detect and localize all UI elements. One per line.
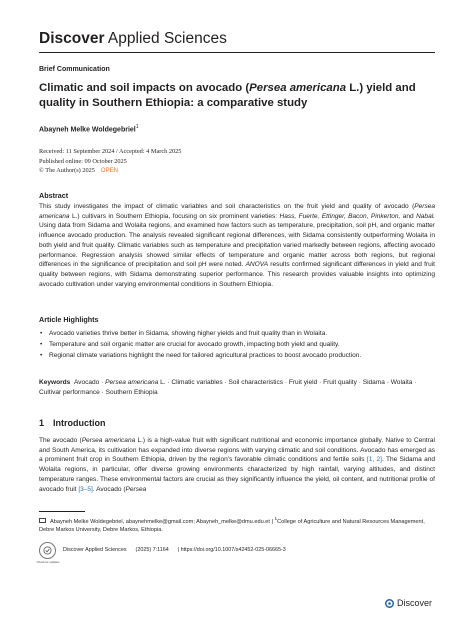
received-accepted-date: Received: 11 September 2024 / Accepted: 4 March 2025 xyxy=(39,148,182,155)
reference-link[interactable]: [3–5] xyxy=(78,485,93,493)
highlights-list xyxy=(39,328,435,361)
bullet-icon: • xyxy=(40,330,43,337)
highlight-item: • Avocado varieties thrive better in Sidama, showing higher yields and fruit quality than in Wolaita. xyxy=(39,328,435,339)
journal-name: Discover Applied Sciences xyxy=(39,30,227,47)
footnote-rule xyxy=(39,511,85,512)
footer-doi[interactable]: | https://doi.org/10.1007/s42452-025-06665-3 xyxy=(177,547,286,553)
footer-journal: Discover Applied Sciences xyxy=(63,547,127,553)
keywords: Keywords Avocado · Persea americana L. · Climatic variables · Soil characteristics · Fruit yield · Fruit quality · Sidama · Wolaita · Cultivar performance · Southern Ethiopia xyxy=(39,379,417,396)
publication-dates xyxy=(39,147,181,177)
check-for-updates-glyph xyxy=(43,546,52,555)
article-title: Climatic and soil impacts on avocado (Persea americana L.) yield and quality in Southern Ethiopia: a comparative study xyxy=(39,82,416,109)
highlight-item: • Temperature and soil organic matter are crucial for avocado growth, impacting both yield and quality. xyxy=(39,339,435,350)
introduction-heading: 1 Introduction xyxy=(39,418,106,428)
bullet-icon: • xyxy=(40,352,43,360)
highlight-item: • Regional climate variations highlight the need for tailored agricultural practices to boost avocado production. xyxy=(39,350,435,361)
check-for-updates-label: Check for updates xyxy=(36,560,60,564)
abstract-text: This study investigates the impact of climatic variables and soil characteristics on the fruit yield and quality of avocado (Persea americana L.) cultivars in Southern Ethiopia, focusing on six prominent varieties: Hass, Fuerte, Ettinger, Bacon, Pinkerton, and Nabal. Using data from Sidama and Wolaita regions, and examined how factors such as temperature, precipitation, soil pH, and organic matter influence avocado production. The analysis revealed significant regional differences, with Sidama consistently outperforming Wolaita in both yield and fruit quality. Climatic variables such as temperature and precipitation varied markedly between regions, affecting avocado performance. Regression analysis showed similar effects of temperature and organic matter across both regions, but regional differences in the significance of precipitation and soil pH were noted. ANOVA results confirmed significant differences in yield and fruit quality between regions, with Sidama demonstrating superior performance. This research provides valuable insights into optimizing avocado cultivation under varying environmental conditions in Southern Ethiopia. xyxy=(39,203,436,288)
discover-brand-text: Discover xyxy=(397,598,433,608)
envelope-icon xyxy=(39,518,46,523)
footer-volume: (2025) 7:1164 xyxy=(135,547,169,553)
article-type: Brief Communication xyxy=(39,66,110,73)
bullet-icon: • xyxy=(40,341,43,349)
affiliation-marker: 1 xyxy=(135,124,139,130)
copyright-line: © The Author(s) 2025 OPEN xyxy=(39,167,118,175)
abstract-heading: Abstract xyxy=(39,191,69,200)
open-access-badge: OPEN xyxy=(100,168,118,175)
check-for-updates-icon[interactable] xyxy=(39,542,56,559)
introduction-text: The avocado (Persea americana L.) is a high-value fruit with significant nutritional and economic importance globally. Native to Central and South America, its cultivation has expanded into diverse regions with varying climatic and soil conditions. Avocado has emerged as a prominent fruit crop in Southern Ethiopia, driven by the region’s favorable climatic conditions and fertile soils [1, 2]. The Sidama and Wolaita regions, in particular, offer diverse growing environments characterized by high rainfall, varying altitudes, and distinct temperature ranges. These environmental factors are crucial as they significantly influence the yield, oil content, and nutritional profile of avocado fruit [3–5]. Avocado (Persea xyxy=(39,437,435,493)
reference-link[interactable]: [1, 2] xyxy=(366,456,382,464)
discover-brand xyxy=(385,598,432,608)
correspondence-footnote: Abayneh Melke Woldegebriel, abaynehmelke@gmail.com; Abayneh_melke@dmu.edu.et | $^1$College of Agriculture and Natural Resources Management, Debre Markos University, Debre Markos, Ethiopia. xyxy=(39,516,425,534)
header-rule xyxy=(39,52,435,53)
highlights-heading: Article Highlights xyxy=(39,315,99,324)
keywords-label: Keywords xyxy=(39,379,71,386)
author-name[interactable]: Abayneh Melke Woldegebriel xyxy=(39,126,136,134)
footer-citation xyxy=(63,547,295,553)
published-date: Published online: 09 October 2025 xyxy=(39,157,127,165)
discover-logo-icon xyxy=(385,599,394,608)
author-line xyxy=(39,124,139,133)
